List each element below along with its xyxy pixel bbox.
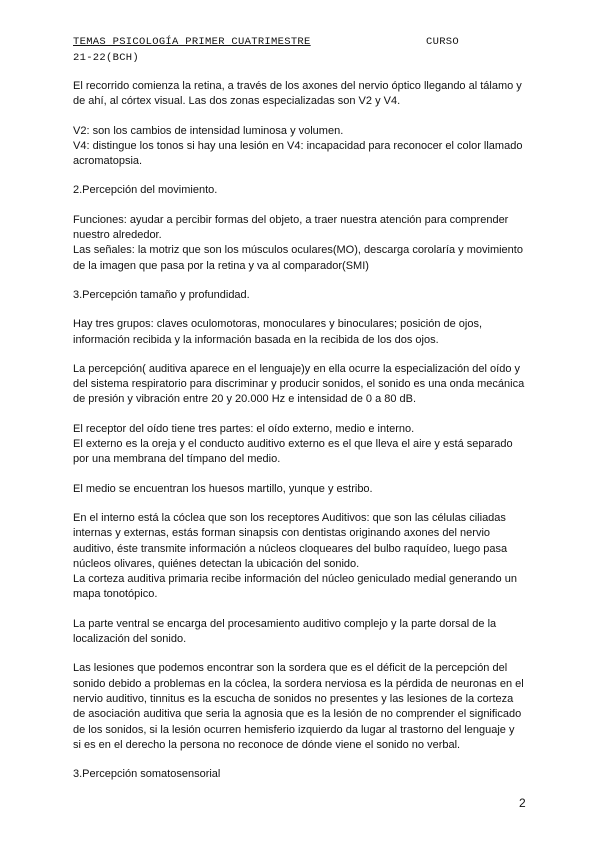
text-line: El externo es la oreja y el conducto auditivo externo es el que lleva el aire y está separado — [73, 438, 513, 451]
text-line: de asociación auditiva que seria la agnosia que es la lesión de no comprender el significado — [73, 708, 522, 721]
paragraph — [73, 288, 533, 303]
text-line: internas y externas, estás forman sinapsis con dentistas originando axones del nervio — [73, 527, 491, 540]
text-line: La corteza auditiva primaria recibe información del núcleo geniculado medial generando un — [73, 573, 517, 586]
text-line: nuestro alrededor. — [73, 229, 162, 242]
paragraph — [73, 661, 533, 753]
text-line: mapa tonotópico. — [73, 588, 158, 601]
paragraph — [73, 511, 533, 603]
page-number: 2 — [519, 796, 526, 810]
paragraph — [73, 482, 533, 497]
text-line: La percepción( auditiva aparece en el lenguaje)y en ella ocurre la especialización del oído y — [73, 362, 521, 375]
text-line: V2: son los cambios de intensidad luminosa y volumen. — [73, 124, 344, 137]
text-line: Las lesiones que podemos encontrar son la sordera que es el déficit de la percepción del — [73, 662, 508, 675]
document-header — [73, 35, 311, 65]
text-line: Hay tres grupos: claves oculomotoras, monoculares y binoculares; posición de ojos, — [73, 318, 483, 331]
text-line: información recibida y la información basada en la recibida de los dos ojos. — [73, 333, 439, 346]
header-course-year: 21-22(BCH) — [73, 52, 140, 64]
text-line: Funciones: ayudar a percibir formas del objeto, a traer nuestra atención para comprender — [73, 213, 509, 226]
text-line: En el interno está la cóclea que son los receptores Auditivos: que son las células ciliadas — [73, 511, 506, 524]
text-line: 3.Percepción somatosensorial — [73, 768, 221, 781]
text-line: 2.Percepción del movimiento. — [73, 184, 218, 197]
text-line: de la imagen que pasa por la retina y va al comparador(SMI) — [73, 259, 369, 272]
text-line: de presión y vibración entre 20 y 20.000 Hz e intensidad de 0 a 80 dB. — [73, 393, 417, 406]
text-line: El recorrido comienza la retina, a través de los axones del nervio óptico llegando al tálamo y — [73, 80, 522, 92]
text-line: V4: distingue los tonos si hay una lesión en V4: incapacidad para reconocer el color llamado — [73, 139, 523, 152]
paragraph — [73, 362, 533, 408]
text-line: 3.Percepción tamaño y profundidad. — [73, 288, 250, 301]
text-line: de los sonidos, si la lesión ocurren hemisferio izquierdo da lugar al trastorno del lenguaje y — [73, 723, 515, 736]
document-body — [73, 79, 533, 796]
paragraph — [73, 124, 533, 170]
paragraph — [73, 422, 533, 468]
paragraph — [73, 79, 533, 110]
text-line: Las señales: la motriz que son los músculos oculares(MO), descarga corolaría y movimiento — [73, 244, 523, 257]
text-line: sonido debido a problemas en la cóclea, la sordera nerviosa es la pérdida de neuronas en el — [73, 677, 524, 690]
paragraph — [73, 317, 533, 348]
text-line: del sistema respiratorio para discriminar y producir sonidos, el sonido es una onda mecánica — [73, 378, 525, 391]
text-line: acromatopsia. — [73, 155, 143, 168]
header-title: TEMAS PSICOLOGÍA PRIMER CUATRIMESTRE — [73, 36, 311, 48]
text-line: El receptor del oído tiene tres partes: el oído externo, medio e interno. — [73, 422, 415, 435]
text-line: por una membrana del tímpano del medio. — [73, 453, 281, 466]
text-line: núcleos olivares, quiénes detectan la ubicación del sonido. — [73, 557, 360, 570]
text-line: si es en el derecho la persona no reconoce de dónde viene el sonido no verbal. — [73, 738, 461, 751]
text-line: nervio auditivo, tinnitus es la escucha de sonidos no presentes y las lesiones de la corteza — [73, 692, 514, 705]
paragraph — [73, 767, 533, 782]
header-course-label: CURSO — [426, 36, 460, 48]
text-line: auditivo, éste transmite información a núcleos cloqueares del bulbo raquídeo, luego pasa — [73, 542, 508, 555]
text-line: localización del sonido. — [73, 633, 187, 646]
text-line: El medio se encuentran los huesos martillo, yunque y estribo. — [73, 482, 373, 495]
text-line: de ahí, al córtex visual. Las dos zonas especializadas son V2 y V4. — [73, 95, 401, 108]
paragraph — [73, 617, 533, 648]
paragraph — [73, 183, 533, 198]
paragraph — [73, 213, 533, 274]
text-line: La parte ventral se encarga del procesamiento auditivo complejo y la parte dorsal de la — [73, 617, 497, 630]
